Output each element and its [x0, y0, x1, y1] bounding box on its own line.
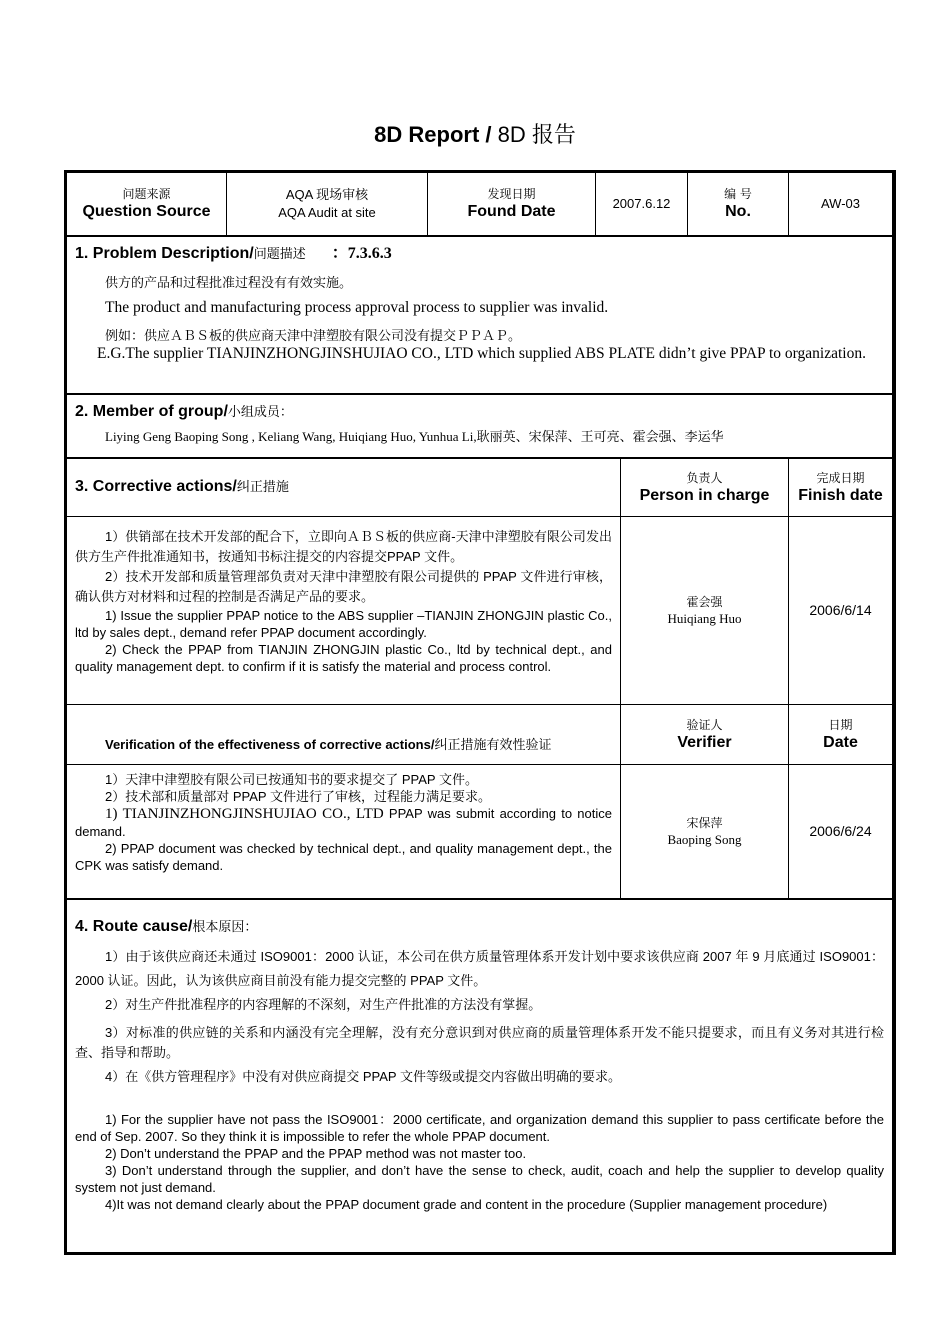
root-cause-heading: 4. Route cause/根本原因：: [75, 918, 258, 935]
question-source-value: AQA 现场审核 AQA Audit at site: [227, 173, 428, 236]
no-value: AW-03: [789, 173, 893, 236]
header-table: [66, 172, 893, 236]
verify-date-value: 2006/6/24: [789, 765, 893, 899]
problem-line-cn: 供方的产品和过程批准过程没有有效实施。: [105, 275, 353, 290]
finish-date-label: 完成日期 Finish date: [789, 459, 893, 517]
members-names: Liying Geng Baoping Song , Keliang Wang, Huiqiang Huo, Yunhua Li,耿丽英、宋保萍、王可亮、霍会强、李运华: [105, 429, 724, 444]
problem-example-en: E.G.The supplier TIANJINZHONGJINSHUJIAO CO., LTD which supplied ABS PLATE didn’t give PPAP to organization.: [97, 345, 866, 362]
corrective-item-cn: 2）技术开发部和质量管理部负责对天津中津塑胶有限公司提供的 PPAP 文件进行审核，确认供方对材料和过程的控制是否满足产品的要求。: [75, 569, 612, 604]
verification-item-en: 1) TIANJINZHONGJINSHUJIAO CO., LTD PPAP was submit according to notice demand.: [75, 806, 612, 839]
root-cause-item-cn: 1）由于该供应商还未通过 ISO9001：2000 认证，本公司在供方质量管理体系开发计划中要求该供应商 2007 年 9 月底通过 ISO9001：2000 认证。因此，认为该供应商目前没有能力提交完整的 PPAP 文件。: [75, 949, 884, 988]
person-in-charge-value: 霍会强 Huiqiang Huo: [621, 517, 789, 705]
corrective-item-en: 1) Issue the supplier PPAP notice to the ABS supplier –TIANJIN ZHONGJIN plastic Co., ltd by sales dept., demand refer PPAP document accordingly.: [75, 608, 612, 640]
problem-heading: 1. Problem Description/问题描述 ：7.3.6.3: [75, 245, 392, 262]
corrective-items: [67, 517, 621, 705]
no-label: 编 号 No.: [688, 173, 789, 236]
page-title: [0, 118, 950, 149]
verification-heading: Verification of the effectiveness of corrective actions/纠正措施有效性验证: [67, 705, 621, 765]
corrective-item-cn: 1）供销部在技术开发部的配合下，立即向ＡＢＳ板的供应商-天津中津塑胶有限公司发出供方生产件批准通知书，按通知书标注提交的内容提交PPAP 文件。: [75, 529, 612, 564]
members-section: [66, 394, 893, 458]
root-cause-item-en: 2) Don’t understand the PPAP and the PPAP method was not master too.: [105, 1146, 527, 1161]
title-en: 8D Report: [374, 122, 480, 147]
root-cause-item-cn: 2）对生产件批准程序的内容理解的不深刻，对生产件批准的方法没有掌握。: [105, 997, 542, 1012]
verification-item-en: 2) PPAP document was checked by technical dept., and quality management dept., the CPK was satisfy demand.: [75, 841, 612, 873]
members-heading: 2. Member of group/小组成员：: [75, 403, 293, 420]
verifier-label: 验证人 Verifier: [621, 705, 789, 765]
root-cause-section: [66, 899, 893, 1253]
title-cn: 8D 报告: [497, 122, 576, 147]
finish-date-value: 2006/6/14: [789, 517, 893, 705]
corrective-item-en: 2) Check the PPAP from TIANJIN ZHONGJIN plastic Co., ltd by technical dept., and quality management dept. to confirm if it is satisfy the material and process control.: [75, 642, 612, 674]
title-sep: /: [479, 122, 498, 147]
question-source-label: 问题来源 Question Source: [67, 173, 227, 236]
corrective-section: [66, 458, 893, 899]
problem-line-en: The product and manufacturing process approval process to supplier was invalid.: [105, 299, 609, 316]
person-in-charge-label: 负责人 Person in charge: [621, 459, 789, 517]
root-cause-item-cn: 4）在《供方管理程序》中没有对供应商提交 PPAP 文件等级或提交内容做出明确的要求。: [105, 1069, 621, 1084]
root-cause-item-en: 3) Don’t understand through the supplier, and don’t have the sense to check, audit, coach and help the supplier to develop quality system not just demand.: [75, 1163, 884, 1195]
root-cause-item-en: 4)It was not demand clearly about the PPAP document grade and content in the procedure (Supplier management procedure): [105, 1197, 828, 1212]
verification-item-cn: 2）技术部和质量部对 PPAP 文件进行了审核，过程能力满足要求。: [105, 789, 491, 804]
verify-date-label: 日期 Date: [789, 705, 893, 765]
problem-section: [66, 236, 893, 394]
root-cause-item-cn: 3）对标准的供应链的关系和内涵没有完全理解，没有充分意识到对供应商的质量管理体系开发不能只提要求，而且有义务对其进行检查、指导和帮助。: [75, 1025, 884, 1060]
verifier-value: 宋保萍 Baoping Song: [621, 765, 789, 899]
problem-example-cn: 例如：供应ＡＢＳ板的供应商天津中津塑胶有限公司没有提交ＰＰＡＰ。: [105, 328, 522, 343]
verification-item-cn: 1）天津中津塑胶有限公司已按通知书的要求提交了 PPAP 文件。: [105, 772, 478, 787]
verification-items: [67, 765, 621, 899]
corrective-heading: 3. Corrective actions/纠正措施: [67, 459, 621, 517]
found-date-value: 2007.6.12: [596, 173, 688, 236]
report-sheet: [64, 170, 896, 1255]
root-cause-item-en: 1) For the supplier have not pass the ISO9001：2000 certificate, and organization demand this supplier to pass certificate before the end of Sep. 2007. So they think it is impossible to refer the whole PPAP document.: [75, 1112, 884, 1144]
found-date-label: 发现日期 Found Date: [428, 173, 596, 236]
